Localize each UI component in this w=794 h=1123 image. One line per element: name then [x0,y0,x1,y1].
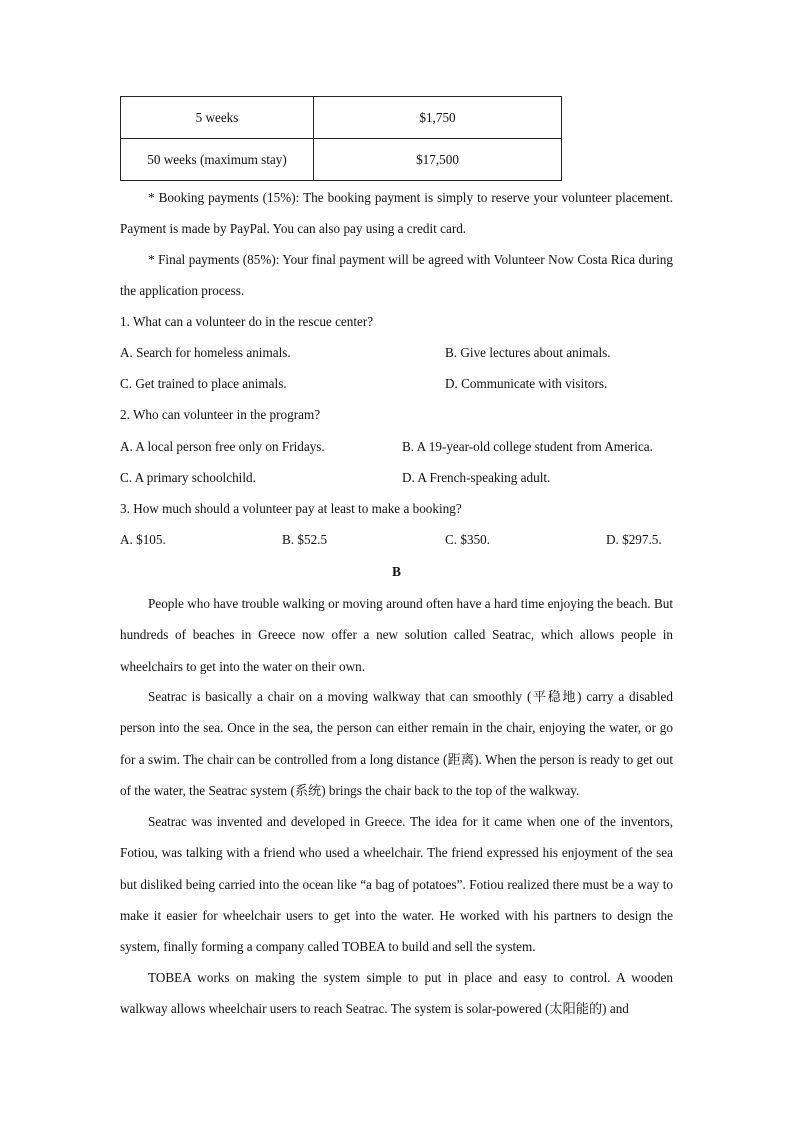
passage-paragraph-3: Seatrac was invented and developed in Greece. The idea for it came when one of the inventors, Fotiou, was talking with a friend who used a wheelchair. The friend expressed his enjoyment of the sea but disliked being carried into the ocean like “a bag of potatoes”. Fotiou realized there must be a way to make it easier for wheelchair users to get into the water. He worked with his partners to design the system, finally forming a company called TOBEA to build and sell the system. [120,814,673,955]
question-3-option-c: C. $350. [445,532,491,547]
table-row [121,139,562,181]
table-cell: 50 weeks (maximum stay) [121,139,314,181]
final-payment-note: * Final payments (85%): Your final payment will be agreed with Volunteer Now Costa Rica during the application process. [120,252,673,299]
question-2-option-a: A. A local person free only on Fridays. [120,439,325,454]
question-2-option-c: C. A primary schoolchild. [120,470,256,485]
table-row [121,97,562,139]
question-2-option-d: D. A French-speaking adult. [402,470,551,485]
question-2: 2. Who can volunteer in the program? [120,407,321,422]
question-2-option-b: B. A 19-year-old college student from America. [402,439,653,454]
question-3: 3. How much should a volunteer pay at least to make a booking? [120,501,462,516]
question-3-option-a: A. $105. [120,532,166,547]
table-cell: $17,500 [314,139,562,181]
table-cell: $1,750 [314,97,562,139]
question-1-option-a: A. Search for homeless animals. [120,345,291,360]
passage-paragraph-4: TOBEA works on making the system simple to put in place and easy to control. A wooden walkway allows wheelchair users to reach Seatrac. The system is solar-powered (太阳能的) and [120,970,673,1017]
table-cell: 5 weeks [121,97,314,139]
question-1-option-d: D. Communicate with visitors. [445,376,608,391]
section-heading: B [392,564,401,579]
booking-note: * Booking payments (15%): The booking payment is simply to reserve your volunteer placement. Payment is made by PayPal. You can also pay using a credit card. [120,190,673,237]
question-3-option-b: B. $52.5 [282,532,328,547]
question-1: 1. What can a volunteer do in the rescue center? [120,314,374,329]
question-3-option-d: D. $297.5. [606,532,662,547]
question-1-option-b: B. Give lectures about animals. [445,345,611,360]
question-1-option-c: C. Get trained to place animals. [120,376,287,391]
fee-table [120,96,562,181]
passage-paragraph-1: People who have trouble walking or moving around often have a hard time enjoying the beach. But hundreds of beaches in Greece now offer a new solution called Seatrac, which allows people in wheelchairs to get into the water on their own. [120,596,673,674]
passage-paragraph-2: Seatrac is basically a chair on a moving walkway that can smoothly (平稳地) carry a disabled person into the sea. Once in the sea, the person can either remain in the chair, enjoying the water, or go for a swim. The chair can be controlled from a long distance (距离). When the person is ready to get out of the water, the Seatrac system (系统) brings the chair back to the top of the walkway. [120,689,673,798]
